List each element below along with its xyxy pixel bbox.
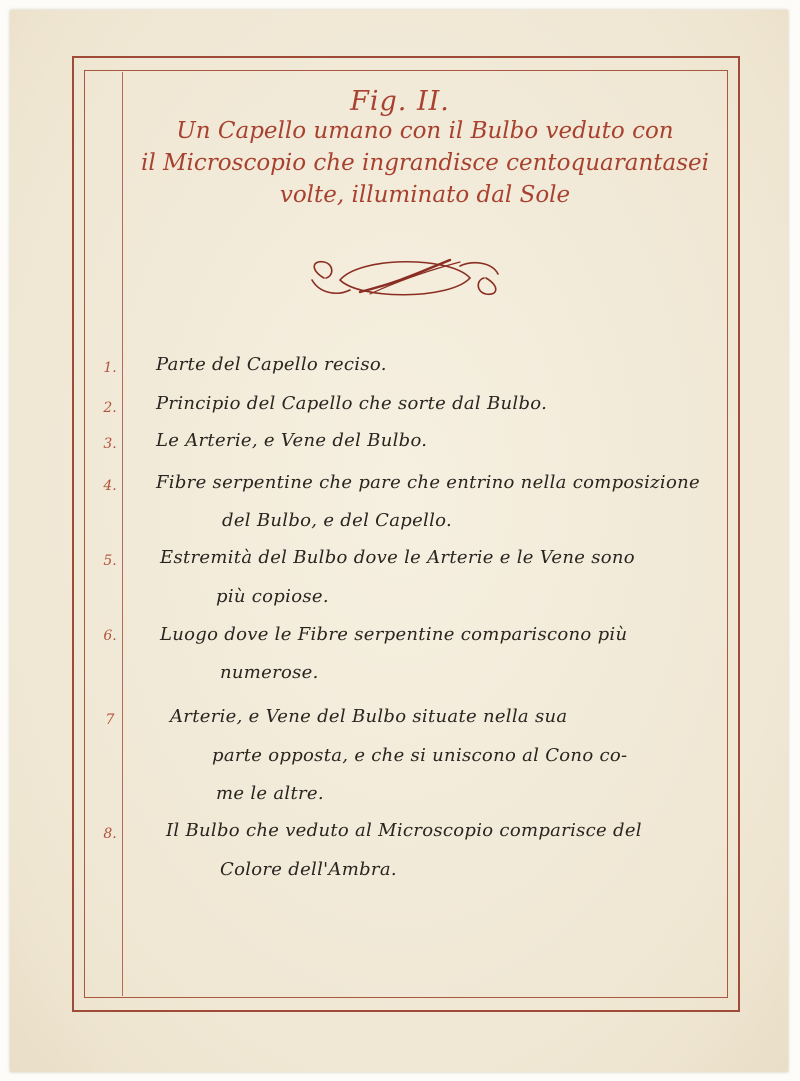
item-text-continuation: me le altre. [216,783,324,804]
inner-border [84,70,728,998]
item-text: Il Bulbo che veduto al Microscopio comparisce del [166,820,642,841]
item-text: Parte del Capello reciso. [156,354,387,375]
item-text: Le Arterie, e Vene del Bulbo. [156,430,428,451]
item-number: 2. [103,400,117,416]
item-text-continuation: più copiose. [216,586,329,607]
item-text: Fibre serpentine che pare che entrino nella composizione [156,472,700,493]
item-number: 5. [103,553,117,569]
item-text: Estremità del Bulbo dove le Arterie e le Vene sono [160,547,635,568]
title-line-3: volte, illuminato dal Sole [279,182,571,208]
item-number: 4. [103,478,117,494]
item-number: 6. [103,628,117,644]
item-number: 1. [103,360,117,376]
title-line-2: il Microscopio che ingrandisce centoquarantasei [140,150,710,176]
item-text-continuation: parte opposta, e che si uniscono al Cono co- [212,745,628,766]
item-text: Principio del Capello che sorte dal Bulbo. [156,393,548,414]
item-text-continuation: numerose. [220,662,319,683]
item-text-continuation: del Bulbo, e del Capello. [222,510,452,531]
item-text: Arterie, e Vene del Bulbo situate nella sua [170,706,568,727]
calligraphic-flourish [300,252,510,304]
item-number: 3. [103,436,117,452]
item-text: Luogo dove le Fibre serpentine compariscono più [160,624,628,645]
item-number: 7 [105,712,115,728]
item-text-continuation: Colore dell'Ambra. [220,859,397,880]
title-line-1: Un Capello umano con il Bulbo veduto con [176,118,674,144]
figure-label: Fig. II. [350,86,450,117]
item-number: 8. [103,826,117,842]
margin-rule [122,72,123,996]
